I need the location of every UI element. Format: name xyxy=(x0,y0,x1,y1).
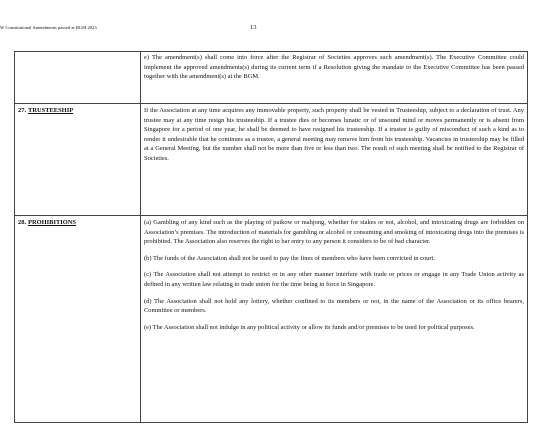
article-number: 28. xyxy=(18,219,27,226)
article-title: PROHIBITIONS xyxy=(28,219,76,226)
article-heading-cell xyxy=(15,216,141,423)
constitution-table xyxy=(14,51,528,423)
article-body-cell xyxy=(141,52,528,104)
prohibition-clause-c: (c) The Association shall not attempt to restrict or in any other manner interfere with trade or prices or engage in any Trade Union activity as defined in any written law relating to trade union for the time being in force in Singapore. xyxy=(144,271,524,288)
article-body-cell xyxy=(141,216,528,423)
article-heading-cell xyxy=(15,104,141,216)
prohibition-clause-e: (e) The Association shall not indulge in any political activity or allow its funds and/or premises to be used for political purposes. xyxy=(144,323,475,331)
article-body-cell xyxy=(141,104,528,216)
article-title: TRUSTEESHIP xyxy=(28,107,74,114)
clause-e-text: e) The amendment(s) shall come into force after the Registrar of Societies approves such amendment(s). The Executive Committee could implement the approved amendments(s) during its current term if a Resolution giving the mandate to the Executive Committee has been passed together with the amendment(s) at the BGM. xyxy=(144,54,524,81)
article-number: 27. xyxy=(18,107,27,114)
table-row-trusteeship xyxy=(15,104,528,216)
trusteeship-paragraph: If the Association at any time acquires any immovable property, such property shall be vested in Trusteeship, subject to a declaration of trust. Any trustee may at any time resign his trusteeship. If a trustee dies or becomes lunatic or of unsound mind or moves permanently or is absent from Singapore for a period of one year, he shall be deemed to have resigned his trusteeship. If a trustee is guilty of misconduct of such a kind as to render it undesirable that he continues as a trustee, a general meeting may remove him from his trusteeship. Vacancies in trusteeship may be filled at a General Meeting, but the number shall not be more than five or less than two. The result of such meeting shall be notified to the Registrar of Societies. xyxy=(144,107,524,162)
prohibition-clause-a: (a) Gambling of any kind such as the playing of paikow or mahjong, whether for stakes or not, alcohol, and intoxicating drugs are forbidden on Association’s premises. The introduction of materials for gambling or alcohol or consuming and smoking of intoxicating drugs into the premises is prohibited. The Association also reserves the right to bar entry to any person it considers to be of bad character. xyxy=(144,219,524,246)
table-row-continued-clause xyxy=(15,52,528,104)
empty-article-cell xyxy=(15,52,141,104)
table-row-prohibitions xyxy=(15,216,528,423)
running-header: W Constitutional Amendments passed at BGM 2023 xyxy=(0,25,97,30)
prohibition-clause-d: (d) The Association shall not hold any lottery, whether confined to its members or not, in the name of the Association or its office bearers, Committee or members. xyxy=(144,297,524,315)
page-number: 13 xyxy=(250,24,257,31)
prohibition-clause-b: (b) The funds of the Association shall not be used to pay the fines of members who have been convicted in court. xyxy=(144,254,435,262)
